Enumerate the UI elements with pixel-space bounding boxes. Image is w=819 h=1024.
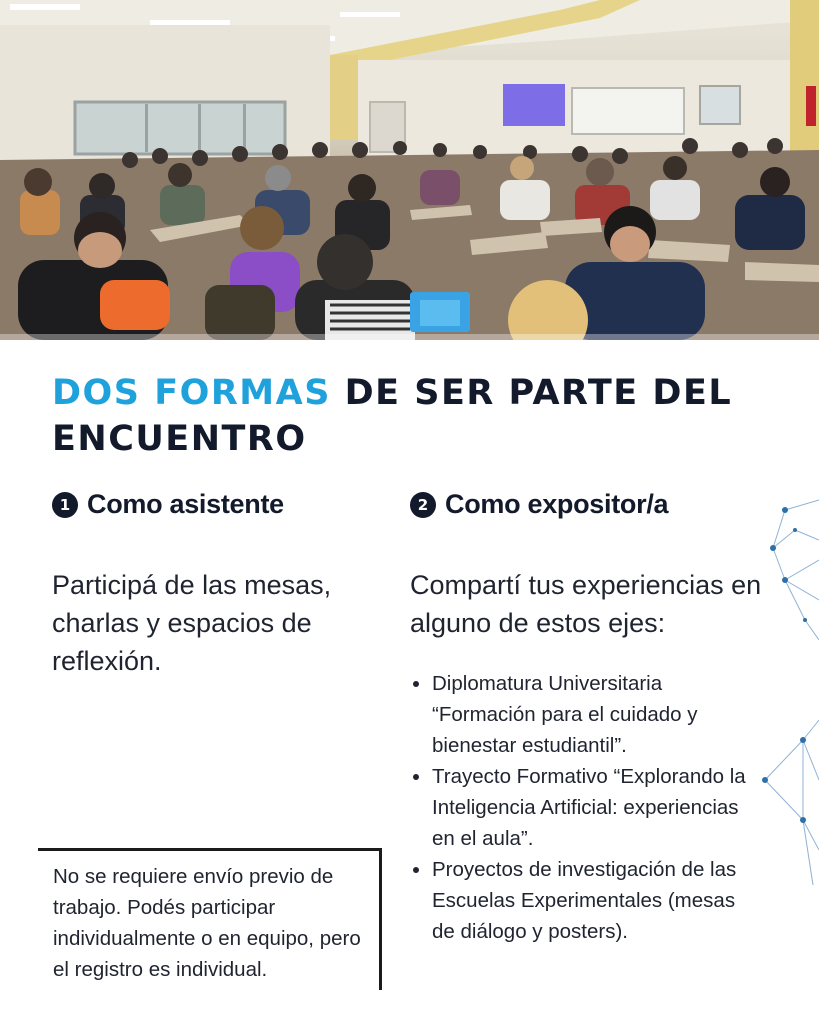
- speaker-description: Compartí tus experiencias en alguno de estos ejes:: [410, 570, 762, 638]
- list-item: Trayecto Formativo “Explorando la Inteligencia Artificial: experiencias en el aula”.: [410, 761, 750, 854]
- attendee-description: Participá de las mesas, charlas y espacios de reflexión.: [52, 570, 332, 676]
- heading-accent: DOS FORMAS: [52, 373, 331, 413]
- attendee-title: Como asistente: [87, 489, 284, 519]
- registration-note: No se requiere envío previo de trabajo. Podés participar individualmente o en equipo, pero el registro es individual.: [53, 865, 361, 981]
- classroom-illustration: [0, 0, 819, 340]
- network-decoration-icon: [755, 490, 819, 890]
- main-heading: [52, 370, 772, 462]
- heading-rest-line1: DE SER PARTE DEL: [330, 373, 733, 413]
- classroom-photo: [0, 0, 819, 340]
- list-item: Proyectos de investigación de las Escuelas Experimentales (mesas de diálogo y posters).: [410, 854, 750, 947]
- number-two-badge: 2: [410, 492, 436, 518]
- heading-rest-line2: ENCUENTRO: [52, 419, 307, 459]
- registration-note-box: [38, 848, 382, 990]
- list-item: Diplomatura Universitaria “Formación para el cuidado y bienestar estudiantil”.: [410, 668, 750, 761]
- speaker-title: Como expositor/a: [445, 489, 669, 519]
- axes-list: [410, 668, 750, 947]
- speaker-header: [410, 489, 668, 520]
- attendee-header: [52, 489, 284, 520]
- number-one-badge: 1: [52, 492, 78, 518]
